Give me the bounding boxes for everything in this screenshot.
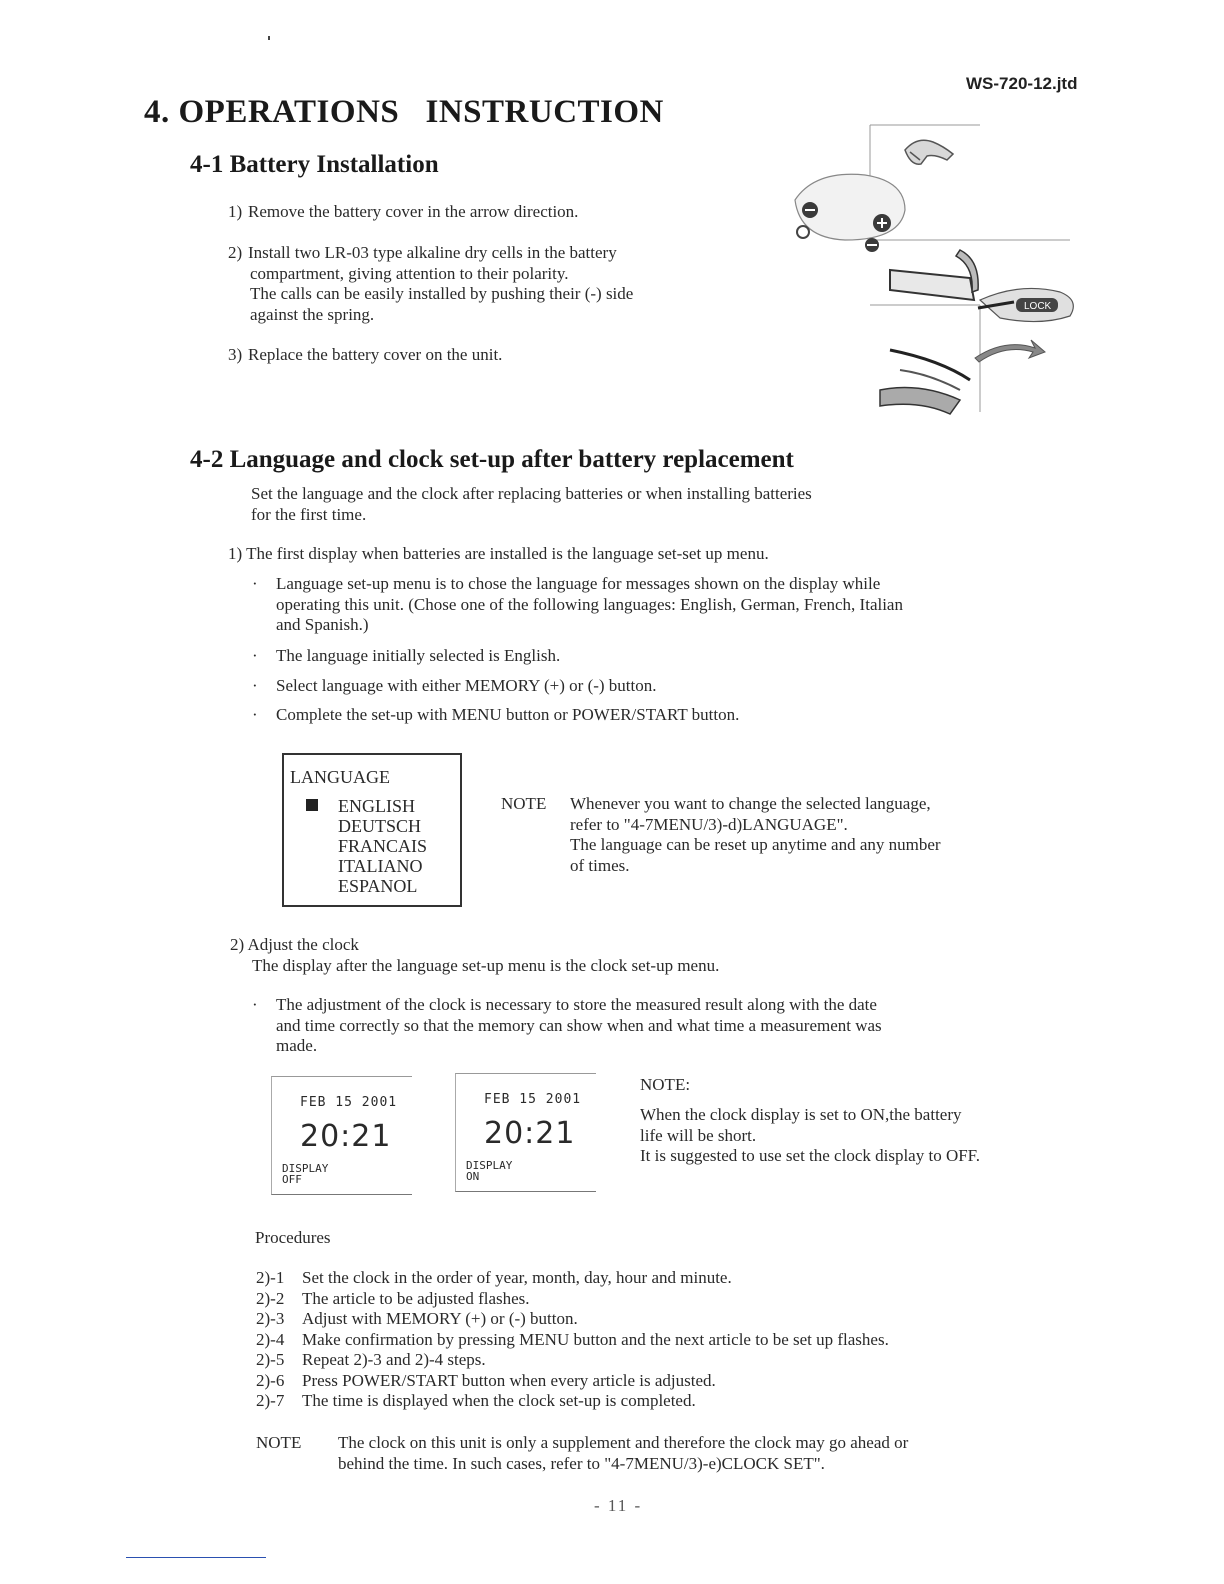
language-option: ESPANOL (338, 876, 418, 896)
lcd-time: 20:21 (300, 1119, 392, 1154)
lcd-display-label: DISPLAY (466, 1159, 513, 1172)
lcd-display-state: ON (466, 1170, 480, 1183)
hand-icon (905, 140, 953, 164)
note-clock-text: When the clock display is set to ON,the battery life will be short. It is suggested to use set the clock display to OFF. (640, 1105, 981, 1165)
lcd-time: 20:21 (484, 1116, 576, 1151)
section-heading-language-clock: 4-2 Language and clock set-up after battery replacement (190, 446, 794, 473)
section-heading-battery: 4-1 Battery Installation (190, 151, 439, 178)
procedure-item: 2)-1 Set the clock in the order of year, month, day, hour and minute. (256, 1268, 732, 1287)
battery-step-2: 2) Install two LR-03 type alkaline dry cells in the battery compartment, giving attention to their polarity. The calls can be easily installed by pushing their (-) side against the spring. (228, 243, 634, 324)
clock-bullet: · The adjustment of the clock is necessary to store the measured result along with the date and time correctly so that the memory can show when and what time a measurement was made. (252, 995, 882, 1055)
language-bullet-2: · The language initially selected is English. (252, 646, 561, 665)
battery-step-1: 1) Remove the battery cover in the arrow direction. (228, 202, 579, 221)
procedures-list (256, 1268, 889, 1412)
procedures-heading: Procedures (255, 1228, 331, 1247)
file-code: WS-720-12.jtd (966, 74, 1078, 93)
selection-marker-icon (306, 799, 318, 811)
procedure-item: 2)-7 The time is displayed when the clock set-up is completed. (256, 1391, 696, 1410)
lcd-date: FEB 15 2001 (300, 1095, 398, 1110)
battery-cover-lock (978, 288, 1073, 321)
cover-slide (880, 350, 970, 414)
page-number: - 11 - (594, 1496, 643, 1515)
lcd-display-state: OFF (282, 1173, 302, 1186)
note-supplement-text: The clock on this unit is only a supplement and therefore the clock may go ahead or behind the time. In such cases, refer to "4-7MENU/3)-e)CLOCK SET". (338, 1433, 909, 1473)
scan-speck (268, 36, 270, 40)
note-language-text: Whenever you want to change the selected language, refer to "4-7MENU/3)-d)LANGUAGE". The language can be reset up anytime and any number of times. (570, 794, 941, 875)
arrow-icon (975, 340, 1045, 362)
clock-display-off (271, 1076, 412, 1195)
language-option: DEUTSCH (338, 816, 422, 836)
language-menu-title: LANGUAGE (290, 767, 390, 787)
bottom-link-rule (126, 1557, 266, 1558)
procedure-item: 2)-3 Adjust with MEMORY (+) or (-) button. (256, 1309, 578, 1328)
procedure-item: 2)-6 Press POWER/START button when every article is adjusted. (256, 1370, 716, 1390)
language-option: FRANCAIS (338, 836, 428, 856)
note-clock-label: NOTE: (640, 1075, 691, 1094)
battery-step-3: 3) Replace the battery cover on the unit. (228, 345, 503, 364)
language-bullet-1: · Language set-up menu is to chose the language for messages shown on the display while operating this unit. (Chose one of the following languages: English, German, French, Italian and Spanish.) (252, 574, 903, 634)
language-bullet-3: · Select language with either MEMORY (+) or (-) button. (252, 676, 657, 695)
page-title: 4. OPERATIONS INSTRUCTION (144, 94, 664, 130)
language-menu-display (282, 753, 462, 907)
language-option: ITALIANO (338, 856, 423, 876)
procedure-item: 2)-2 The article to be adjusted flashes. (256, 1288, 530, 1308)
procedure-item: 2)-4 Make confirmation by pressing MENU button and the next article to be set up flashes. (256, 1329, 889, 1349)
language-bullet-4: · Complete the set-up with MENU button or POWER/START button. (252, 705, 740, 724)
clock-step-2: 2) Adjust the clock The display after the language set-up menu is the clock set-up menu. (230, 935, 720, 975)
lock-label: LOCK (1024, 301, 1052, 312)
battery-installation-illustration (780, 120, 1090, 420)
language-step-1: 1) The first display when batteries are installed is the language set-set up menu. (228, 544, 769, 563)
procedure-item: 2)-5 Repeat 2)-3 and 2)-4 steps. (256, 1350, 486, 1369)
clock-display-on (455, 1073, 596, 1192)
lcd-date: FEB 15 2001 (484, 1092, 582, 1107)
section2-intro: Set the language and the clock after replacing batteries or when installing batteries for the first time. (251, 484, 812, 524)
battery-cells (890, 250, 978, 300)
lcd-display-label: DISPLAY (282, 1162, 329, 1175)
note-language-label: NOTE (501, 794, 547, 813)
language-option: ENGLISH (338, 796, 415, 816)
note-supplement-label: NOTE (256, 1433, 302, 1452)
